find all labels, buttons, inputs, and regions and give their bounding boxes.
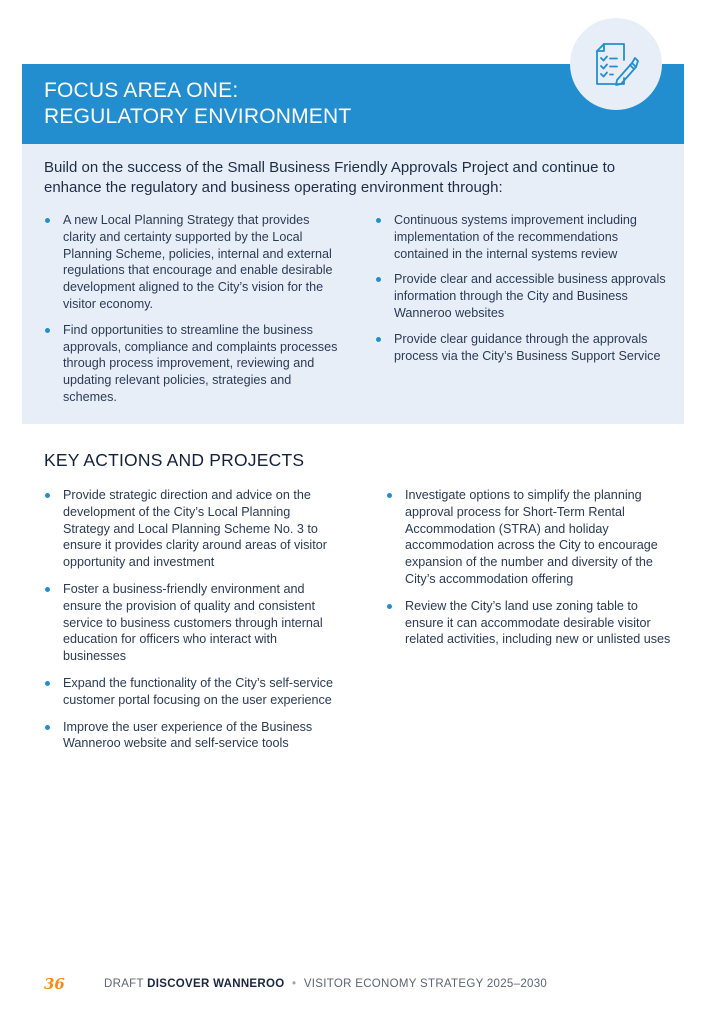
intro-list-left [44, 212, 344, 415]
bullet-icon [45, 218, 50, 223]
page-title [44, 78, 351, 130]
bullet-icon [45, 587, 50, 592]
page-number: 36 [44, 975, 65, 993]
title-line-1: FOCUS AREA ONE: [44, 79, 239, 102]
list-item: Provide clear guidance through the approvals process via the City’s Business Support Service [375, 331, 675, 365]
list-item: Find opportunities to streamline the business approvals, compliance and complaints processes through process improvement, reviewing and updating relevant policies, strategies and schemes. [44, 322, 344, 406]
checklist-pen-icon [570, 18, 662, 110]
key-actions-list-right [386, 487, 676, 658]
footer-text [104, 978, 547, 990]
bullet-icon [45, 725, 50, 730]
intro-panel [22, 144, 684, 424]
list-item: A new Local Planning Strategy that provides clarity and certainty supported by the Local Planning Scheme, policies, internal and external regulations that encourage and enable desirable development aligned to the City’s vision for the visitor economy. [44, 212, 344, 313]
list-item: Provide clear and accessible business approvals information through the City and Business Wanneroo websites [375, 271, 675, 321]
list-item: Foster a business-friendly environment and ensure the provision of quality and consistent service to business customers through internal education for officers who interact with businesses [44, 581, 334, 665]
bullet-icon [45, 681, 50, 686]
footer-subtitle: VISITOR ECONOMY STRATEGY 2025–2030 [303, 978, 548, 990]
bullet-icon [376, 337, 381, 342]
intro-lead: Build on the success of the Small Business Friendly Approvals Project and continue to enhance the regulatory and business operating environment through: [44, 159, 616, 196]
list-item: Improve the user experience of the Business Wanneroo website and self-service tools [44, 719, 334, 753]
bullet-icon [376, 218, 381, 223]
bullet-icon [45, 328, 50, 333]
list-item: Expand the functionality of the City’s self-service customer portal focusing on the user experience [44, 675, 334, 709]
bullet-icon [387, 604, 392, 609]
footer-draft: DRAFT [104, 978, 144, 990]
intro-list-right [375, 212, 675, 373]
page-footer [44, 974, 547, 994]
footer-doc-name: DISCOVER WANNEROO [147, 978, 285, 990]
bullet-icon [376, 277, 381, 282]
title-line-2: REGULATORY ENVIRONMENT [44, 105, 352, 128]
key-actions-heading: KEY ACTIONS AND PROJECTS [44, 450, 305, 470]
footer-separator: • [292, 978, 297, 990]
bullet-icon [387, 493, 392, 498]
list-item: Investigate options to simplify the planning approval process for Short-Term Rental Accommodation (STRA) and holiday accommodation across the City to encourage expansion of the number and diversity of the City’s accommodation offering [386, 487, 676, 588]
bullet-icon [45, 493, 50, 498]
list-item: Provide strategic direction and advice on the development of the City’s Local Planning Strategy and Local Planning Scheme No. 3 to ensure it provides clarity around areas of visitor opportunity and investment [44, 487, 334, 571]
list-item: Review the City’s land use zoning table to ensure it can accommodate desirable visitor related activities, including new or unlisted uses [386, 598, 676, 648]
key-actions-list-left [44, 487, 334, 762]
list-item: Continuous systems improvement including implementation of the recommendations contained in the internal systems review [375, 212, 675, 262]
